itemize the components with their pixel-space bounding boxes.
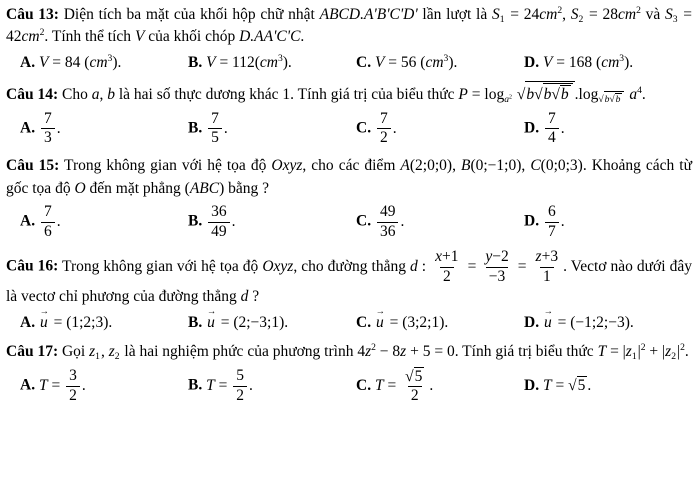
option-value: $\frac{7}{4}$ . [543, 120, 565, 137]
radical-sign: √ [609, 94, 615, 106]
subscript: 1 [631, 351, 637, 363]
math-variable: Oxyz [271, 157, 303, 175]
answer-option-b [188, 110, 356, 148]
option-label: B. [188, 376, 207, 394]
answer-option-c [356, 52, 524, 74]
question-statement: Trong không gian với hệ tọa độ Oxyz, cho đường thẳng d : $\frac{x+1}{2}$ = $\frac{y-2}{-3}$ = $\frac{z+3}{1}$ . Vectơ nào dưới đây là vectơ chỉ phương của đường thẳng d ? [6, 248, 692, 306]
answer-option-a [20, 312, 188, 334]
fraction-denominator: 2 [377, 128, 391, 148]
answer-option-d [524, 375, 692, 397]
answer-option-c [356, 110, 524, 148]
question-block [6, 248, 692, 334]
math-variable: A [400, 157, 410, 175]
fraction [41, 203, 55, 241]
option-label: D. [524, 313, 543, 331]
fraction-denominator: −3 [486, 267, 509, 287]
math-variable: z [535, 248, 542, 266]
radicand: 5 [414, 367, 423, 385]
option-value: T = √ 5 . [542, 377, 592, 395]
fraction-denominator: 2 [408, 386, 422, 406]
superscript: 2 [509, 94, 512, 101]
math-variable: cm [618, 6, 637, 23]
option-value: $\frac{7}{2}$ . [375, 120, 397, 137]
math-variable: cm [601, 53, 620, 71]
math-variable: T [206, 376, 215, 394]
superscript: 3 [107, 53, 113, 65]
option-label: A. [20, 212, 39, 230]
question-statement: Trong không gian với hệ tọa độ Oxyz, cho các điểm A(2;0;0), B(0;−1;0), C(0;0;3). Khoảng cách từ gốc tọa độ O đến mặt phẳng (ABC) bằng ? [6, 157, 692, 197]
question-statement: Diện tích ba mặt của khối hộp chữ nhật ABCD.A'B'C'D' lần lượt là $S_1 = 24cm^2$, $S_2 = 28cm^2$ và $S_3 = 42cm^2$. Tính thể tích V của khối chóp D.AA'C'C. [6, 5, 693, 46]
question-text [6, 155, 692, 200]
vector-symbol: u → [543, 312, 554, 334]
question-number: Câu 16: [6, 257, 59, 275]
vector-symbol: u → [375, 312, 386, 334]
radicand [615, 93, 623, 105]
question-number: Câu 15: [6, 157, 60, 175]
option-value: $\frac{7}{6}$ . [39, 213, 61, 230]
math-variable: cm [21, 28, 40, 46]
fraction-numerator: 5 [236, 367, 244, 385]
fraction-denominator: 4 [545, 128, 559, 148]
math-variable: P [458, 86, 468, 104]
answer-option-a [20, 203, 188, 241]
math-variable: z [365, 343, 372, 361]
exam-questions [6, 4, 692, 406]
math-variable: V [374, 53, 385, 71]
math-variable: V [134, 28, 145, 46]
answer-options [6, 367, 692, 406]
math-variable: b [615, 94, 621, 106]
math-variable: z [108, 343, 115, 361]
radicand [560, 85, 571, 103]
math-variable: b [526, 86, 535, 104]
math-variable: cm [89, 53, 108, 71]
superscript: 3 [277, 53, 283, 65]
option-value: T = $\frac{5}{2}$ . [206, 367, 253, 404]
radicand [525, 81, 574, 103]
option-label: B. [188, 53, 207, 71]
superscript: 3 [443, 53, 449, 65]
fraction [377, 110, 391, 148]
answer-option-c [356, 367, 524, 406]
option-label: C. [356, 119, 375, 137]
option-label: D. [524, 212, 543, 230]
answer-option-c [356, 312, 524, 334]
math-variable: V [542, 53, 553, 71]
fraction-numerator: 7 [43, 109, 52, 127]
math-variable: Oxyz [262, 257, 294, 275]
question-statement: Gọi $z_1$, $z_2$ là hai nghiệm phức của phương trình $4z^2 - 8z + 5 = 0$. Tính giá trị biểu thức $T = |z_1|^2 + |z_2|^2$. [58, 342, 689, 363]
answer-option-d [524, 203, 692, 241]
radicand [543, 83, 573, 103]
radicand [604, 91, 625, 105]
option-label: B. [188, 313, 207, 331]
question-number: Câu 14: [6, 86, 59, 104]
question-block [6, 81, 692, 148]
fraction-denominator: 2 [440, 267, 454, 287]
superscript: 2 [680, 342, 685, 354]
square-root [405, 367, 424, 385]
math-variable: ABC [189, 179, 220, 197]
answer-options [6, 312, 692, 334]
question-number: Câu 13: [6, 6, 59, 23]
superscript: 2 [557, 5, 563, 17]
fraction-denominator: 6 [41, 222, 55, 242]
radicand: 5 [577, 377, 586, 395]
radical-sign: √ [516, 86, 526, 104]
fraction [482, 248, 511, 286]
question-number: Câu 17: [6, 343, 59, 361]
subscript: 3 [672, 13, 678, 25]
option-label: A. [20, 53, 39, 71]
option-label: D. [524, 119, 543, 137]
option-label: C. [356, 313, 375, 331]
option-label: B. [188, 119, 207, 137]
subscript [504, 94, 512, 105]
superscript: 2 [636, 5, 641, 17]
square-root [534, 83, 573, 103]
option-value: $V = 112(cm^3)$. [206, 53, 292, 71]
fraction [208, 110, 222, 148]
question-block [6, 155, 692, 241]
fraction-numerator: 7 [547, 109, 556, 127]
math-variable: d [240, 288, 249, 306]
math-variable: b [560, 86, 569, 104]
math-variable: D.AA'C'C [239, 28, 301, 46]
math-variable: a [504, 94, 509, 106]
math-variable: V [206, 53, 216, 71]
option-value: $\frac{7}{5}$ . [206, 120, 228, 137]
option-value: $\frac{6}{7}$ . [543, 213, 565, 230]
fraction-denominator: 5 [208, 128, 222, 148]
fraction [545, 203, 559, 241]
fraction-numerator: 49 [379, 203, 396, 220]
vector-symbol: u → [39, 312, 50, 334]
answer-option-b [188, 367, 356, 405]
math-variable: cm [259, 53, 278, 71]
fraction [66, 367, 80, 405]
radical-sign: √ [598, 94, 604, 106]
answer-option-d [524, 52, 692, 74]
math-variable: x [435, 248, 443, 266]
fraction-denominator: 2 [233, 386, 247, 406]
math-variable: z [400, 343, 407, 361]
question-text [6, 341, 692, 363]
superscript: 3 [619, 53, 625, 65]
option-label: D. [524, 377, 543, 395]
math-variable: S [491, 6, 500, 23]
math-variable: V [38, 53, 49, 71]
question-text [6, 4, 692, 49]
fraction [533, 248, 562, 286]
option-value: V = 56 $(cm^3)$. [374, 53, 458, 71]
square-root [598, 91, 624, 105]
math-variable: T [597, 343, 607, 361]
answer-option-d [524, 312, 692, 334]
math-variable: S [664, 6, 673, 23]
option-label: C. [356, 212, 375, 230]
document-page [6, 4, 692, 406]
fraction-numerator: 7 [379, 109, 388, 127]
superscript: 2 [371, 342, 376, 354]
option-label: A. [20, 376, 39, 394]
fraction [41, 110, 55, 148]
fraction [545, 110, 559, 148]
answer-option-c [356, 203, 524, 241]
answer-option-a [20, 52, 188, 74]
option-value: u → = (2;−3;1). [206, 314, 288, 331]
answer-option-d [524, 110, 692, 148]
square-root [551, 85, 570, 103]
option-value: $\frac{7}{3}$ . [39, 120, 61, 137]
square-root [517, 81, 575, 103]
math-variable: b [604, 94, 610, 106]
option-value: u → = (3;2;1). [375, 314, 448, 331]
superscript: 4 [637, 85, 642, 97]
fraction-denominator: 36 [377, 222, 399, 242]
answer-options [6, 110, 692, 148]
question-statement: Cho a, b là hai số thực dương khác 1. Tính giá trị của biểu thức $P = \log_{a^2}$ √ b √ b √ b .log $_{√ b √ b}$ $a^4$. [58, 86, 646, 103]
fraction-denominator: 1 [540, 267, 554, 287]
fraction-numerator: 6 [547, 203, 556, 220]
fraction [377, 203, 399, 241]
option-label: B. [188, 212, 207, 230]
math-variable: d [410, 257, 418, 275]
question-block [6, 341, 692, 406]
subscript: 2 [671, 351, 676, 363]
math-variable: z [665, 343, 672, 361]
answer-option-b [188, 203, 356, 241]
superscript: 2 [39, 27, 45, 39]
square-root [609, 93, 622, 105]
option-value: u → = (1;2;3). [39, 314, 112, 331]
radical-sign: √ [405, 367, 414, 385]
fraction [208, 203, 230, 241]
answer-option-a [20, 367, 188, 405]
option-label: C. [356, 376, 375, 394]
math-variable: cm [539, 6, 558, 23]
math-variable: z [625, 343, 632, 361]
fraction-denominator: 2 [66, 386, 80, 406]
math-variable: T [374, 376, 384, 394]
fraction-numerator: x+1 [435, 248, 459, 266]
math-variable: T [542, 377, 552, 395]
math-variable: B [461, 157, 471, 175]
radical-sign: √ [551, 86, 560, 104]
question-block [6, 4, 692, 74]
math-variable: z [89, 343, 96, 361]
square-root [568, 376, 587, 394]
fraction-numerator [402, 367, 427, 387]
math-variable: S [570, 6, 579, 23]
math-variable: y [485, 248, 493, 266]
math-variable: C [530, 157, 541, 175]
math-variable: ABCD.A'B'C'D' [319, 6, 418, 23]
math-variable: b [543, 86, 552, 104]
fraction-denominator: 49 [208, 222, 230, 242]
answer-option-b [188, 312, 356, 334]
math-variable: cm [425, 53, 444, 71]
fraction-numerator: y−2 [485, 248, 509, 266]
fraction [233, 367, 247, 405]
question-text [6, 248, 692, 309]
subscript: 2 [578, 13, 584, 25]
math-variable: a [629, 86, 638, 104]
fraction [432, 248, 461, 286]
fraction-numerator: 3 [69, 367, 77, 385]
math-variable: O [74, 179, 86, 197]
option-label: A. [20, 313, 39, 331]
math-variable: a [91, 86, 100, 104]
superscript: 2 [640, 342, 646, 354]
fraction-denominator: 3 [41, 128, 55, 148]
radical-sign: √ [534, 86, 543, 104]
question-text [6, 81, 692, 106]
option-value: V = 168 $(cm^3)$. [542, 53, 634, 71]
answer-options [6, 52, 692, 74]
fraction-numerator: 7 [43, 203, 52, 220]
math-variable: T [38, 376, 48, 394]
answer-option-b [188, 52, 356, 74]
fraction-numerator: z+3 [535, 248, 559, 266]
math-variable: b [107, 86, 115, 104]
fraction-denominator: 7 [545, 222, 559, 242]
option-value: V = 84 $(cm^3)$. [38, 53, 122, 71]
option-label: C. [356, 53, 375, 71]
option-label: A. [20, 119, 39, 137]
vector-symbol: u → [206, 312, 217, 334]
option-value: $\frac{36}{49}$ . [206, 213, 235, 230]
option-value: $\frac{49}{36}$ . [375, 213, 404, 230]
fraction [402, 367, 427, 406]
option-value: u → = (−1;2;−3). [543, 314, 634, 331]
radical-sign: √ [568, 377, 577, 395]
answer-options [6, 203, 692, 241]
answer-option-a [20, 110, 188, 148]
subscript [598, 94, 624, 105]
subscript: 1 [499, 13, 505, 25]
subscript: 1 [95, 351, 100, 363]
subscript: 2 [114, 351, 120, 363]
fraction-numerator: 36 [211, 203, 227, 220]
option-value: T = $\frac{3}{2}$ . [38, 367, 86, 404]
option-label: D. [524, 53, 543, 71]
fraction-numerator: 7 [211, 109, 219, 127]
option-value: T = √ 5 2 . [374, 367, 434, 405]
